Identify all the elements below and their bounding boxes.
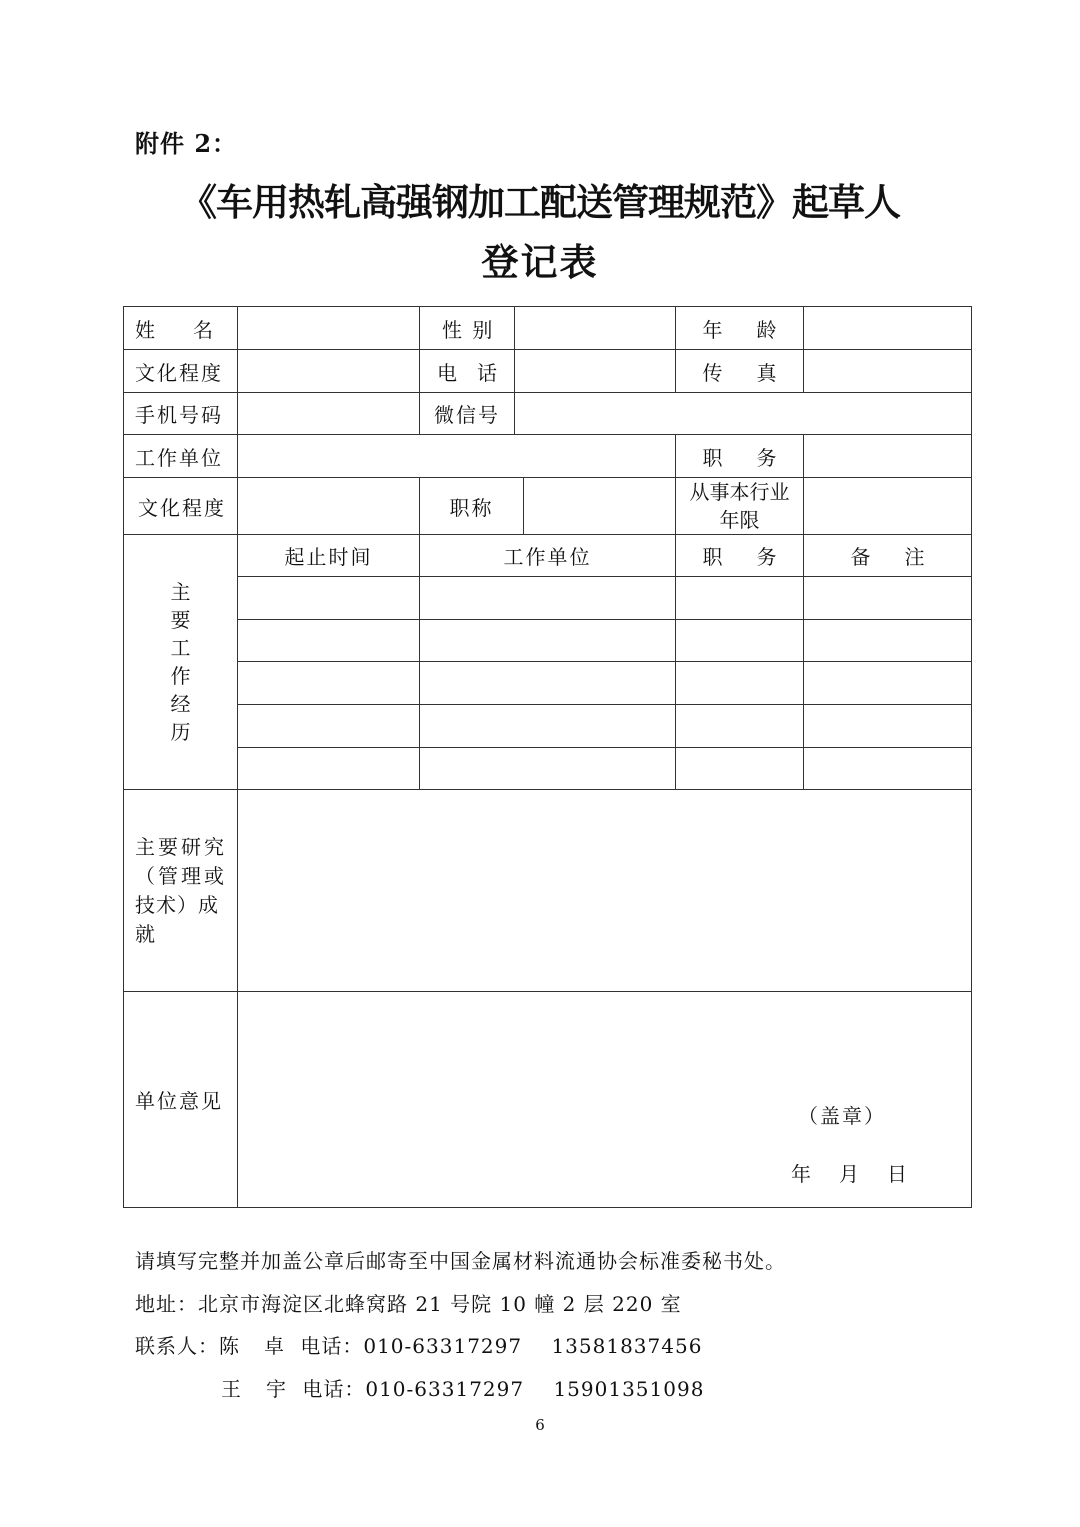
row-education — [124, 350, 972, 393]
row-opinion — [124, 992, 972, 1208]
position-label: 职 务 — [676, 435, 804, 478]
exp-period-cell[interactable] — [238, 620, 420, 662]
row-title-rank — [124, 478, 972, 535]
education-field[interactable] — [238, 350, 420, 393]
row-research — [124, 790, 972, 992]
gender-label: 性 别 — [420, 307, 515, 350]
exp-unit-cell[interactable] — [420, 662, 676, 705]
exp-position-cell[interactable] — [676, 662, 804, 705]
exp-remark-header: 备 注 — [804, 535, 972, 577]
exp-unit-cell[interactable] — [420, 577, 676, 620]
mobile-field[interactable] — [238, 393, 420, 435]
years-field[interactable] — [804, 478, 972, 535]
wechat-field[interactable] — [515, 393, 972, 435]
exp-remark-cell[interactable] — [804, 705, 972, 748]
title-rank-field[interactable] — [524, 478, 676, 535]
exp-unit-header: 工作单位 — [420, 535, 676, 577]
exp-position-header: 职 务 — [676, 535, 804, 577]
fax-field[interactable] — [804, 350, 972, 393]
name-field[interactable] — [238, 307, 420, 350]
exp-remark-cell[interactable] — [804, 662, 972, 705]
attachment-label: 附件 2： — [135, 129, 238, 158]
work-unit-label: 工作单位 — [124, 435, 238, 478]
opinion-field[interactable] — [238, 992, 972, 1208]
exp-period-cell[interactable] — [238, 748, 420, 790]
exp-row — [124, 620, 972, 662]
exp-remark-cell[interactable] — [804, 748, 972, 790]
gender-field[interactable] — [515, 307, 676, 350]
footer-contact-1: 联系人：陈 卓 电话：010-63317297 13581837456 — [135, 1334, 703, 1358]
age-field[interactable] — [804, 307, 972, 350]
exp-row — [124, 577, 972, 620]
exp-period-cell[interactable] — [238, 662, 420, 705]
exp-row — [124, 705, 972, 748]
exp-unit-cell[interactable] — [420, 748, 676, 790]
title-rank-label: 职称 — [420, 478, 524, 535]
education2-field[interactable] — [238, 478, 420, 535]
education2-label: 文化程度 — [124, 478, 238, 535]
phone-field[interactable] — [515, 350, 676, 393]
registration-table — [123, 306, 972, 1208]
mobile-label: 手机号码 — [124, 393, 238, 435]
name-label: 姓 名 — [124, 307, 238, 350]
row-name — [124, 307, 972, 350]
footer-contact-2: 王 宇 电话：010-63317297 15901351098 — [221, 1377, 705, 1401]
exp-position-cell[interactable] — [676, 577, 804, 620]
exp-period-cell[interactable] — [238, 705, 420, 748]
row-work-unit — [124, 435, 972, 478]
exp-position-cell[interactable] — [676, 620, 804, 662]
seal-text: （盖章） — [798, 1104, 886, 1128]
exp-remark-cell[interactable] — [804, 577, 972, 620]
research-label: 主要研究 （管理或 技术）成就 — [124, 790, 238, 992]
experience-label: 主 要 工 作 经 历 — [124, 535, 238, 790]
opinion-label: 单位意见 — [124, 992, 238, 1208]
exp-row — [124, 662, 972, 705]
years-label: 从事本行业 年限 — [676, 478, 804, 535]
exp-row — [124, 748, 972, 790]
exp-unit-cell[interactable] — [420, 705, 676, 748]
form-subtitle: 登记表 — [481, 240, 599, 284]
position-field[interactable] — [804, 435, 972, 478]
exp-position-cell[interactable] — [676, 705, 804, 748]
page-number: 6 — [535, 1416, 545, 1434]
form-title: 《车用热轧高强钢加工配送管理规范》起草人 — [180, 180, 900, 224]
exp-remark-cell[interactable] — [804, 620, 972, 662]
exp-unit-cell[interactable] — [420, 620, 676, 662]
exp-period-cell[interactable] — [238, 577, 420, 620]
exp-position-cell[interactable] — [676, 748, 804, 790]
phone-label: 电 话 — [420, 350, 515, 393]
row-mobile — [124, 393, 972, 435]
footer-address: 地址：北京市海淀区北蜂窝路 21 号院 10 幢 2 层 220 室 — [135, 1292, 682, 1316]
wechat-label: 微信号 — [420, 393, 515, 435]
work-unit-field[interactable] — [238, 435, 676, 478]
date-text: 年 月 日 — [791, 1162, 907, 1186]
research-field[interactable] — [238, 790, 972, 992]
exp-period-header: 起止时间 — [238, 535, 420, 577]
row-exp-header — [124, 535, 972, 577]
fax-label: 传 真 — [676, 350, 804, 393]
footer-instruction: 请填写完整并加盖公章后邮寄至中国金属材料流通协会标准委秘书处。 — [135, 1249, 786, 1273]
education-label: 文化程度 — [124, 350, 238, 393]
age-label: 年 龄 — [676, 307, 804, 350]
